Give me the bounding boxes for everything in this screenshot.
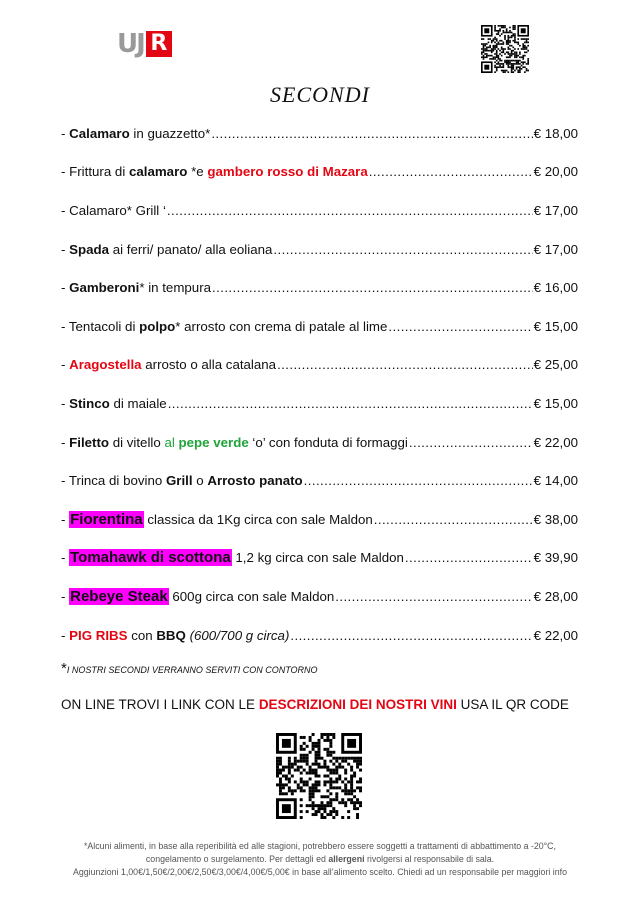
menu-item-description [61,549,404,566]
menu-item-text: - [61,550,70,566]
menu-item-description [61,628,289,643]
menu-item [61,153,578,192]
footer-line-3: Aggiunzioni 1,00€/1,50€/2,00€/2,50€/3,00€/4,00€/5,00€ in base all’alimento scelto. Chiedi ad un responsabile per maggiori info [73,867,567,877]
menu-item-text: - [61,395,70,411]
menu-item-price: € 39,90 [533,550,578,566]
online-text-before: ON LINE TROVI I LINK CON LE [61,697,259,712]
menu-item-text: pepe verde [178,434,249,450]
menu-item-text: Filetto [69,434,110,450]
menu-item-price: € 18,00 [533,125,578,141]
dot-leader [212,280,533,295]
menu-item-text: - [61,588,70,604]
menu-item-text: al [164,434,179,450]
menu-item [61,539,578,578]
menu-item-text: con [127,627,157,643]
dot-leader [409,435,533,450]
menu-item-text: 600g circa con sale Maldon [168,588,335,604]
menu-item-text: 1,2 kg circa con sale Maldon [231,550,404,566]
footer-line-2-text: congelamento o surgelamento. Per dettagli ed [145,854,329,864]
menu-item-price: € 15,00 [533,318,578,334]
menu-item-price: € 25,00 [533,357,578,373]
menu-item-text: * arrosto con crema di patale al lime [175,318,388,334]
menu-item-description [61,280,211,295]
menu-item-text: * in tempura [139,280,212,296]
menu-item [61,268,578,307]
menu-item-description [61,126,210,141]
menu-item-price: € 22,00 [533,434,578,450]
menu-item [61,114,578,153]
menu-item-price: € 14,00 [533,473,578,489]
menu-item-text: Grill [165,473,193,489]
dot-leader [168,396,533,411]
menu-item [61,346,578,385]
menu-item-text: - [61,511,70,527]
menu-item [61,191,578,230]
menu-item-text: PIG RIBS [69,627,128,643]
page-title: SECONDI [270,82,370,107]
menu-item-text: arrosto o alla catalana [141,357,277,373]
menu-list [61,114,578,654]
dot-leader [290,628,532,643]
brand-logo [117,30,172,58]
dot-leader [211,126,532,141]
dot-leader [277,357,533,372]
menu-item-text: Arrosto panato [207,473,303,489]
dot-leader [388,319,532,334]
menu-item-text: Rebeye Steak [70,587,168,605]
menu-item-price: € 17,00 [533,241,578,257]
menu-item [61,384,578,423]
menu-item-description [61,473,303,488]
menu-item-description [61,435,408,450]
dot-leader [167,203,533,218]
menu-item-price: € 28,00 [533,588,578,604]
menu-item-text: Stinco [69,395,110,411]
menu-item [61,577,578,616]
menu-item-text: - Calamaro* Grill ‘ [61,202,166,218]
online-text-after: USA IL QR CODE [456,697,569,712]
menu-item [61,461,578,500]
menu-item-text: classica da 1Kg circa con sale Maldon [143,511,373,527]
menu-item-text: Spada [69,241,110,257]
footer-line-2 [40,853,600,866]
dot-leader [374,512,533,527]
contorno-note [61,660,318,677]
menu-item-text: di maiale [109,395,167,411]
menu-item-text: - [61,280,70,296]
menu-item-text: di vitello [109,434,165,450]
menu-item-text: Gamberoni [69,280,140,296]
footer-line-1: *Alcuni alimenti, in base alla reperibilità ed alle stagioni, potrebbero essere soggetti a trattamenti di abbattimento a -20°C, [84,841,556,851]
menu-item-text: gambero rosso di Mazara [207,164,368,180]
menu-item-description [61,396,167,411]
note-text: I NOSTRI SECONDI VERRANNO SERVITI CON CONTORNO [66,665,318,675]
menu-item-price: € 15,00 [533,395,578,411]
menu-item-text: - Tentacoli di [61,318,140,334]
menu-item [61,230,578,269]
menu-item-text: ai ferri/ panato/ alla eoliana [109,241,273,257]
menu-item-text: - [61,241,70,257]
menu-item-text: (600/700 g circa) [189,627,290,643]
menu-item-text: - [61,357,70,373]
menu-item-price: € 20,00 [533,164,578,180]
qr-code-icon[interactable] [481,25,529,73]
menu-item [61,307,578,346]
menu-item-text: *e [187,164,208,180]
menu-item-text: Calamaro [69,125,130,141]
menu-item-description [61,357,276,372]
menu-item-description [61,588,334,605]
menu-item-description [61,242,272,257]
menu-item-text: calamaro [128,164,188,180]
menu-item-text: BBQ [156,627,186,643]
menu-item-text: ‘o’ con fonduta di formaggi [248,434,408,450]
dot-leader [369,164,533,179]
footer-line-2-end: rivolgersi al responsabile di sala. [364,854,495,864]
menu-item-text: - Frittura di [61,164,129,180]
online-highlight: DESCRIZIONI DEI NOSTRI VINI [258,697,457,712]
menu-item-price: € 16,00 [533,280,578,296]
menu-item-text: - Trinca di bovino [61,473,166,489]
logo-uj: UJ [117,29,144,59]
note-star: * [61,660,67,677]
menu-item-text: polpo [139,318,176,334]
menu-item-description [61,511,373,528]
menu-item [61,616,578,655]
dot-leader [405,550,533,565]
menu-item [61,423,578,462]
online-wine-line [61,697,569,712]
menu-item-description [61,164,368,179]
menu-item-price: € 17,00 [533,202,578,218]
menu-item-text: Aragostella [69,357,142,373]
qr-code-icon[interactable] [276,733,362,819]
dot-leader [304,473,533,488]
dot-leader [273,242,532,257]
footer-allergeni: allergeni [328,854,365,864]
menu-item-text: in guazzetto* [129,125,211,141]
menu-item-price: € 38,00 [533,511,578,527]
menu-item-text: Fiorentina [70,510,143,528]
menu-item-text: - [61,627,70,643]
menu-item-text: - [61,434,70,450]
menu-item-description [61,319,387,334]
menu-item [61,500,578,539]
logo-r: R [146,31,172,57]
menu-item-description [61,203,166,218]
dot-leader [335,589,532,604]
menu-item-text: Tomahawk di scottona [70,549,231,567]
footer-notes [40,840,600,879]
menu-item-text: - [61,125,70,141]
menu-item-text: o [192,473,208,489]
menu-item-price: € 22,00 [533,627,578,643]
